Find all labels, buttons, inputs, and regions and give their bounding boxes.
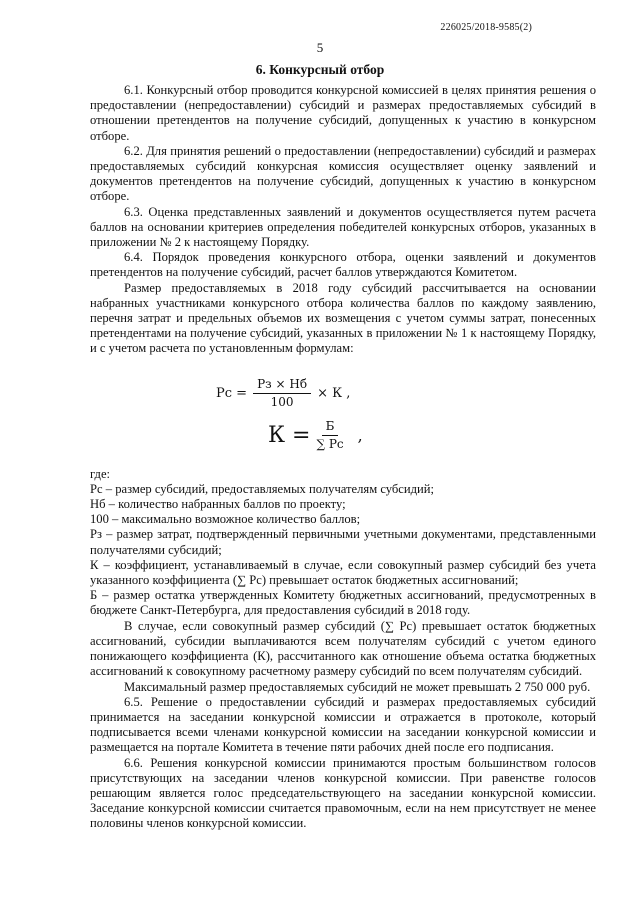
paragraph-6-6: 6.6. Решения конкурсной комиссии принимаются простым большинством голосов присутствующих на заседании членов конкурсной комиссии. При равенстве голосов решающим является голос председательствующего на заседании конкурсной комиссии. Заседание конкурсной комиссии считается правомочным, если на нем присутствует не менее половины членов конкурсной комиссии. — [90, 755, 596, 831]
page-number: 5 — [316, 40, 324, 55]
formula-rs-denominator: 100 — [270, 394, 294, 409]
definition-100: 100 – максимально возможное количество баллов; — [90, 512, 361, 527]
formula-rs-fraction — [253, 377, 311, 410]
formula-rs-numerator: Рз × Нб — [253, 377, 311, 394]
formula-k-fraction — [316, 419, 343, 452]
paragraph-coefficient-case: В случае, если совокупный размер субсидий (∑ Рс) превышает остаток бюджетных ассигнований, субсидии выплачиваются всем получателям субсидий с учетом единого понижающего коэффициента (К), рассчитанного как отношение объема остатка бюджетных ассигнований к совокупному расчетному размеру субсидий по всем получателям субсидий. — [90, 618, 596, 679]
formula-k-numerator: Б — [322, 419, 339, 436]
definitions-intro: где: — [90, 466, 111, 481]
formula-k — [268, 419, 363, 452]
definition-k: К – коэффициент, устанавливаемый в случае, если совокупный размер субсидий без учета указанного коэффициента (∑ Рс) превышает остаток бюджетных ассигнований; — [90, 557, 596, 588]
formula-k-denominator: ∑ Рс — [316, 436, 344, 451]
paragraph-6-5: 6.5. Решение о предоставлении субсидий и размерах предоставляемых субсидий принимается на заседании конкурсной комиссии и отражается в протоколе, который подписывается всеми членами конкурсной комиссии на заседании конкурсной комиссии и размещается на портале Комитета в течение пяти рабочих дней после его подписания. — [90, 694, 596, 755]
paragraph-6-3: 6.3. Оценка представленных заявлений и документов осуществляется путем расчета баллов на основании критериев определения победителей конкурсных отборов, указанных в приложении № 2 к настоящему Порядку. — [90, 204, 596, 250]
definition-b: Б – размер остатка утвержденных Комитету бюджетных ассигнований, предусмотренных в бюджете Санкт-Петербурга, для предоставления субсидий в 2018 году. — [90, 588, 596, 618]
paragraph-subsidy-size: Размер предоставляемых в 2018 году субсидий рассчитывается на основании набранных участниками конкурсного отбора количества баллов по каждому заявлению, перечня затрат и предельных объемов их возмещения с учетом суммы затрат, понесенных претендентами на получение субсидий, указанных в приложении № 1 к настоящему Порядку, и с учетом расчета по установленным формулам: — [90, 280, 596, 356]
formula-block — [90, 357, 596, 467]
definition-nb: Нб – количество набранных баллов по проекту; — [90, 497, 346, 512]
section-title: 6. Конкурсный отбор — [255, 62, 385, 77]
definition-rz: Рз – размер затрат, подтвержденный первичными учетными документами, представленными получателями субсидий; — [90, 527, 596, 557]
formula-rs-tail: × К , — [317, 385, 351, 401]
definition-rs: Рс – размер субсидий, предоставляемых получателям субсидий; — [90, 481, 435, 496]
paragraph-6-1: 6.1. Конкурсный отбор проводится конкурсной комиссией в целях принятия решения о предоставлении (непредоставлении) субсидий и размерах предоставляемых субсидий в отношении претендентов на получение субсидий, допущенных к участию в конкурсном отборе. — [90, 83, 596, 143]
document-id: 226025/2018-9585(2) — [440, 22, 532, 33]
document-body — [90, 83, 596, 832]
paragraph-6-2: 6.2. Для принятия решений о предоставлении (непредоставлении) субсидий и размерах предоставляемых субсидий конкурсная комиссия осуществляет оценку заявлений и документов претендентов на получение субсидий, допущенных к участию в конкурсном отборе. — [90, 143, 596, 204]
paragraph-max-subsidy: Максимальный размер предоставляемых субсидий не может превышать 2 750 000 руб. — [124, 679, 591, 694]
formula-rs-lhs: Рс = — [216, 385, 248, 401]
formula-k-lhs: К = — [268, 422, 311, 448]
formula-rs — [216, 377, 350, 410]
formula-k-tail: , — [357, 425, 363, 445]
paragraph-6-4: 6.4. Порядок проведения конкурсного отбора, оценки заявлений и документов претендентов на получение субсидий, расчет баллов утверждаются Комитетом. — [90, 250, 596, 280]
